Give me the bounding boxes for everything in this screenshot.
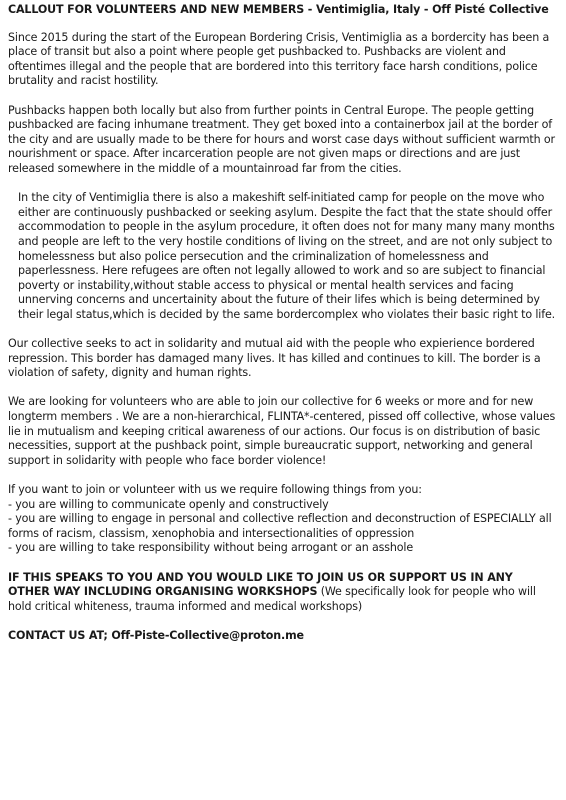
paragraph-camp: In the city of Ventimiglia there is also a makeshift self-initiated camp for people on the move who either are continuously pushbacked or seeking asylum. Despite the fact that the state should offer accommodation to people in the asylum procedure, it often does not for many many many months and people are left to the very hostile conditions of living on the street, and are not only subject to homelessness but also police persecution and the criminalization of homelessness and paperlessness. Here refugees are often not legally allowed to work and so are subject to financial poverty or instability,without stable access to physical or mental health services and facing unnerving concerns and uncertainity about the future of their lifes which is being determined by their legal status,which is decided by the same bordercomplex who violates their basic right to life. [18, 191, 556, 321]
requirements-intro: If you want to join or volunteer with us we require following things from you: [8, 483, 422, 496]
closing-call-bold: IF THIS SPEAKS TO YOU AND YOU WOULD LIKE TO JOIN US OR SUPPORT US IN ANY OTHER WAY INCLUDING ORGANISING WORKSHOPS [8, 570, 513, 599]
paragraph-looking-for-volunteers: We are looking for volunteers who are able to join our collective for 6 weeks or more and for new longterm members . We are a non-hierarchical, FLINTA*-centered, pissed off collective, whose values lie in mutualism and keeping critical awareness of our actions. Our focus is on distribution of basic necessities, support at the pushback point, simple bureaucratic support, networking and general support in solidarity with people who face border violence! [8, 395, 556, 467]
paragraph-solidarity: Our collective seeks to act in solidarity and mutual aid with the people who expierience bordered repression. This border has damaged many lives. It has killed and continues to kill. The border is a violation of safety, dignity and human rights. [8, 337, 541, 380]
flyer-title: CALLOUT FOR VOLUNTEERS AND NEW MEMBERS - Ventimiglia, Italy - Off Pisté Collective [8, 3, 549, 16]
paragraph-pushbacks: Pushbacks happen both locally but also from further points in Central Europe. The people getting pushbacked are facing inhumane treatment. They get boxed into a containerbox jail at the border of the city and are usually made to be there for hours and worst case days without sufficient warmth or nourishment or space. After incarceration people are not given maps or directions and are just released somewhere in the middle of a mountainroad far from the cities. [8, 103, 555, 175]
requirement-item: - you are willing to take responsibility without being arrogant or an asshole [8, 541, 414, 555]
paragraph-border-crisis: Since 2015 during the start of the European Bordering Crisis, Ventimiglia as a bordercity has been a place of transit but also a point where people get pushbacked to. Pushbacks are violent and oftentimes illegal and the people that are bordered into this territory face harsh conditions, police brutality and racist hostility. [8, 30, 550, 88]
requirements-section [8, 483, 558, 556]
closing-call [8, 571, 558, 615]
requirement-item: - you are willing to engage in personal and collective reflection and deconstruction of ESPECIALLY all forms of racism, classism, xenophobia and intersectionalities of oppression [8, 512, 552, 540]
closing-call-note: (We specifically look for people who will hold critical whiteness, trauma informed and medical workshops) [8, 585, 536, 613]
contact-line: CONTACT US AT; Off-Piste-Collective@proton.me [8, 628, 304, 642]
requirement-item: - you are willing to communicate openly and constructively [8, 497, 329, 511]
